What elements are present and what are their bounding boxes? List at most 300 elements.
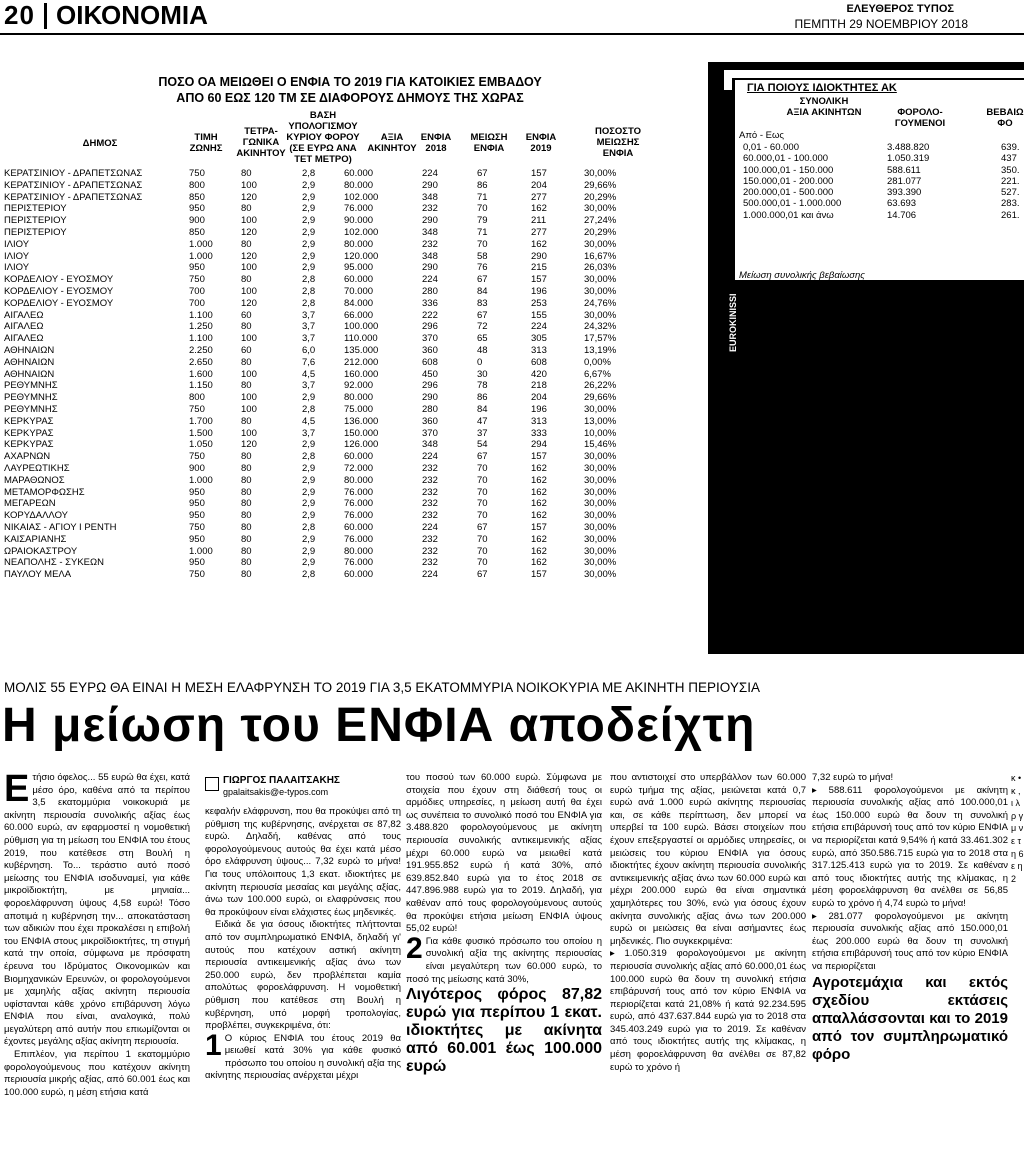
header-rule — [0, 33, 1024, 35]
table-cell: 232 — [422, 510, 438, 522]
table-cell: 950 — [189, 533, 205, 545]
table-cell: 2,9 — [302, 215, 316, 227]
table-cell: ΑΘΗΝΑΙΩΝ — [4, 356, 55, 368]
table-cell: 71 — [477, 191, 488, 203]
panel-cell: 437 — [1001, 153, 1017, 165]
table-cell: 224 — [422, 569, 438, 581]
table-cell: 100 — [241, 333, 257, 345]
table-cell: 800 — [189, 392, 205, 404]
table-cell: 70 — [477, 462, 488, 474]
table-cell: 290 — [422, 392, 438, 404]
table-cell: ΚΟΡΔΕΛΙΟΥ - ΕΥΟΣΜΟΥ — [4, 274, 114, 286]
table-cell: 2,8 — [302, 521, 316, 533]
table-cell: 48 — [477, 344, 488, 356]
table-cell: 277 — [531, 191, 547, 203]
panel-cell: 150.000,01 - 200.000 — [743, 175, 834, 187]
table-cell: 80 — [241, 380, 252, 392]
table-cell: 3,7 — [302, 309, 316, 321]
table-cell: 30,00% — [584, 533, 617, 545]
page-number: 20 — [4, 0, 35, 30]
enfia-table-body — [4, 168, 694, 581]
table-cell: 80.000 — [344, 238, 374, 250]
table-cell: 26,03% — [584, 262, 617, 274]
table-cell: 67 — [477, 168, 488, 179]
table-cell: 60.000 — [344, 274, 374, 286]
table-cell: ΡΕΘΥΜΝΗΣ — [4, 380, 58, 392]
table-cell: 80 — [241, 321, 252, 333]
table-cell: 4,5 — [302, 368, 316, 380]
table-cell: 1.600 — [189, 368, 213, 380]
table-row — [4, 251, 694, 263]
table-cell: 67 — [477, 309, 488, 321]
table-cell: ΡΕΘΥΜΝΗΣ — [4, 403, 58, 415]
table-cell: 750 — [189, 168, 205, 179]
table-cell: 76.000 — [344, 498, 374, 510]
table-cell: ΚΕΡΚΥΡΑΣ — [4, 439, 54, 451]
table-cell: 110.000 — [344, 333, 378, 345]
table-cell: 160.000 — [344, 368, 379, 380]
panel-cell: 60.000,01 - 100.000 — [743, 153, 829, 165]
table-cell: 76.000 — [344, 203, 374, 215]
table-cell: 1.100 — [189, 309, 213, 321]
table-cell: 162 — [531, 462, 547, 474]
table-cell: 30,00% — [584, 203, 617, 215]
table-cell: 2,8 — [302, 297, 316, 309]
table-row — [4, 380, 694, 392]
table-cell: 950 — [189, 498, 205, 510]
table-row — [4, 215, 694, 227]
table-cell: 6,67% — [584, 368, 611, 380]
table-cell: 27,24% — [584, 215, 617, 227]
header-base: ΒΑΣΗ ΥΠΟΛΟΓΙΣΜΟΥ ΚΥΡΙΟΥ ΦΟΡΟΥ (ΣΕ ΕΥΡΩ ΑΝΑ ΤΕΤ ΜΕΤΡΟ) — [286, 110, 360, 165]
panel-cell: 393.390 — [887, 187, 922, 199]
author-email[interactable]: gpalaitsakis@e-typos.com — [223, 787, 329, 797]
table-cell: 70 — [477, 474, 488, 486]
list-number-2: 2 — [406, 931, 423, 965]
table-cell: 162 — [531, 557, 547, 569]
table-cell: 162 — [531, 533, 547, 545]
author-byline — [205, 775, 401, 803]
header-enfia-2018: ΕΝΦΙΑ 2018 — [420, 132, 452, 154]
table-cell: 296 — [422, 321, 438, 333]
table-cell: 83 — [477, 297, 488, 309]
table-cell: 76.000 — [344, 533, 374, 545]
panel-cell: 500.000,01 - 1.000.000 — [743, 198, 842, 210]
table-cell: 157 — [531, 521, 547, 533]
table-row — [4, 369, 694, 381]
table-cell: 80 — [241, 533, 252, 545]
table-cell: 80 — [241, 451, 252, 463]
panel-cell: 639. — [1001, 142, 1020, 153]
header-rate: ΠΟΣΟΣΤΟ ΜΕΙΩΣΗΣ ΕΝΦΙΑ — [594, 126, 642, 159]
table-cell: 1.000 — [189, 250, 213, 262]
table-cell: 800 — [189, 179, 205, 191]
panel-cell: 63.693 — [887, 198, 917, 210]
table-cell: 79 — [477, 215, 488, 227]
table-cell: 30 — [477, 368, 488, 380]
table-row — [4, 475, 694, 487]
table-cell: 70 — [477, 557, 488, 569]
table-cell: 157 — [531, 168, 547, 179]
table-cell: 84.000 — [344, 297, 374, 309]
table-cell: 162 — [531, 498, 547, 510]
table-cell: 70 — [477, 238, 488, 250]
table-cell: 24,32% — [584, 321, 617, 333]
table-cell: 155 — [531, 309, 547, 321]
table-cell: 80 — [241, 415, 252, 427]
table-cell: 60.000 — [344, 521, 374, 533]
table-cell: ΠΕΡΙΣΤΕΡΙΟΥ — [4, 226, 67, 238]
table-cell: 60.000 — [344, 451, 374, 463]
table-cell: 294 — [531, 439, 547, 451]
table-cell: 196 — [531, 403, 547, 415]
table-cell: 67 — [477, 274, 488, 286]
table-cell: 2,8 — [302, 274, 316, 286]
section-title: ΟΙΚΟΝΟΜΙΑ — [56, 0, 208, 30]
table-cell: 29,66% — [584, 392, 617, 404]
table-cell: 290 — [531, 250, 547, 262]
table-cell: ΚΕΡΑΤΣΙΝΙΟΥ - ΔΡΑΠΕΤΣΩΝΑΣ — [4, 168, 143, 179]
panel-header-total: ΣΥΝΟΛΙΚΗ ΑΞΙΑ ΑΚΙΝΗΤΩΝ — [786, 96, 862, 118]
table-cell: 196 — [531, 285, 547, 297]
panel-row — [739, 176, 1024, 187]
table-cell: 2,9 — [302, 498, 316, 510]
table-cell: 204 — [531, 392, 547, 404]
table-cell: ΡΕΘΥΜΝΗΣ — [4, 392, 58, 404]
drop-cap: Ε — [4, 772, 30, 810]
pull-quote-2: Αγροτεμάχια και εκτός σχεδίου εκτάσεις απαλλάσσονται και το 2019 από τον συμπληρωματικό φόρο — [812, 973, 1008, 1063]
table-cell: 37 — [477, 427, 488, 439]
table-cell: 2,9 — [302, 557, 316, 569]
table-cell: 212.000 — [344, 356, 379, 368]
table-cell: 370 — [422, 427, 438, 439]
table-cell: 67 — [477, 569, 488, 581]
table-cell: 30,00% — [584, 462, 617, 474]
table-cell: 157 — [531, 451, 547, 463]
table-row — [4, 487, 694, 499]
table-cell: 162 — [531, 203, 547, 215]
table-cell: 3,7 — [302, 321, 316, 333]
table-cell: 70 — [477, 203, 488, 215]
table-cell: 76.000 — [344, 557, 374, 569]
table-cell: 2,9 — [302, 226, 316, 238]
table-cell: 60 — [241, 309, 252, 321]
table-cell: 280 — [422, 285, 438, 297]
table-cell: 950 — [189, 557, 205, 569]
table-cell: 70 — [477, 486, 488, 498]
article-column-1: Ετήσιο όφελος... 55 ευρώ θα έχει, κατά μέσο όρο, καθένα από τα περίπου 3,5 εκατομμύρια νοικοκυριά με ακίνητη περιουσία συνολικής αξίας έως 60.000 ευρώ, αν εφαρμοστεί η νομοθετική ρύθμιση για τη μείωση του ΕΝΦΙΑ του έτους 2019, που κατέθεσε στη Βουλή η κυβέρνηση. Το... τεράστιο αυτό ποσό μείωσης του ΕΝΦΙΑ ισοδυναμεί, για κάθε μικροϊδιοκτήτη, με μηνιαία... φοροελάφρυνση ύψους 4,58 ευρώ! Τόσο αποτιμά η κυβέρνηση την... αποκατάσταση των αδικιών που έχει προκαλέσει η επιβολή του ΕΝΦΙΑ στους μικροϊδιοκτήτες, τη στιγμή κατά την οποία, σύμφωνα με πρόσφατη έρευνα του Ιδρύματος Οικονομικών και Βιομηχανικών Ερευνών, οι φορολογούμενοι με χαμηλής αξίας ακίνητη περιουσία υφίστανται κάθε χρόνο επιβάρυνση λόγω ΕΝΦΙΑ που είναι, αναλογικά, πολύ μεγαλύτερη από αυτήν που επιωμίζονται οι έχοντες μεγάλης αξίας ακίνητη περιουσία. Επιπλέον, για περίπου 1 εκατομμύριο φορολογούμενους που κατέχουν ακίνητη περιουσία μικρής αξίας, από 60.001 έως και 100.000 ευρώ, η μέση ετήσια κατά — [4, 772, 190, 1098]
panel-header-range: Από - Εως — [739, 130, 784, 141]
table-cell: 80 — [241, 510, 252, 522]
table-cell: 30,00% — [584, 486, 617, 498]
table-row — [4, 439, 694, 451]
table-cell: 30,00% — [584, 274, 617, 286]
header-value: ΑΞΙΑ ΑΚΙΝΗΤΟΥ — [367, 132, 417, 154]
table-cell: 2,9 — [302, 533, 316, 545]
table-cell: 17,57% — [584, 333, 617, 345]
table-cell: 75.000 — [344, 403, 374, 415]
table-cell: 2,9 — [302, 462, 316, 474]
table-cell: ΑΘΗΝΑΙΩΝ — [4, 344, 55, 356]
table-cell: 2,9 — [302, 191, 316, 203]
panel-row — [739, 198, 1024, 209]
table-cell: 95.000 — [344, 262, 374, 274]
table-row — [4, 168, 694, 180]
table-cell: 4,5 — [302, 415, 316, 427]
table-cell: 157 — [531, 274, 547, 286]
table-cell: ΙΛΙΟΥ — [4, 250, 30, 262]
table-cell: 47 — [477, 415, 488, 427]
table-cell: 232 — [422, 462, 438, 474]
table-cell: 20,29% — [584, 226, 617, 238]
table-cell: 92.000 — [344, 380, 374, 392]
panel-cell: 14.706 — [887, 209, 917, 221]
table-row — [4, 180, 694, 192]
table-cell: 2,8 — [302, 569, 316, 581]
table-cell: 76.000 — [344, 510, 374, 522]
panel-note: Μείωση συνολικής βεβαίωσης — [739, 270, 865, 280]
header-divider — [44, 3, 47, 29]
table-cell: 100 — [241, 403, 257, 415]
table-cell: ΩΡΑΙΟΚΑΣΤΡΟΥ — [4, 545, 78, 557]
table-cell: 13,19% — [584, 344, 617, 356]
table-cell: ΑΘΗΝΑΙΩΝ — [4, 368, 55, 380]
table-cell: 850 — [189, 226, 205, 238]
list-number-1: 1 — [205, 1028, 222, 1062]
table-cell: 76 — [477, 262, 488, 274]
table-row — [4, 333, 694, 345]
table-cell: 2.650 — [189, 356, 213, 368]
panel-cell: 261. — [1001, 209, 1020, 221]
table-cell: ΚΕΡΚΥΡΑΣ — [4, 427, 54, 439]
table-cell: 608 — [531, 356, 547, 368]
table-cell: 30,00% — [584, 545, 617, 557]
table-row — [4, 203, 694, 215]
table-cell: 232 — [422, 486, 438, 498]
table-cell: 348 — [422, 439, 438, 451]
panel-cell: 281.077 — [887, 175, 922, 187]
table-row — [4, 569, 694, 581]
table-cell: 608 — [422, 356, 438, 368]
table-cell: 222 — [422, 309, 438, 321]
table-cell: 0,00% — [584, 356, 611, 368]
table-cell: 224 — [422, 274, 438, 286]
header-municipality: ΔΗΜΟΣ — [82, 138, 118, 149]
table-row — [4, 498, 694, 510]
table-cell: 2,9 — [302, 545, 316, 557]
table-cell: ΙΛΙΟΥ — [4, 262, 30, 274]
table-cell: ΠΑΥΛΟΥ ΜΕΛΑ — [4, 569, 72, 581]
table-cell: 30,00% — [584, 238, 617, 250]
table-cell: 211 — [531, 215, 547, 227]
panel-cell: 1.000.000,01 και άνω — [743, 209, 834, 221]
table-cell: 2,9 — [302, 486, 316, 498]
table-cell: 1.000 — [189, 474, 213, 486]
table-cell: 100 — [241, 215, 257, 227]
table-cell: 232 — [422, 238, 438, 250]
table-cell: 86 — [477, 179, 488, 191]
table-row — [4, 463, 694, 475]
table-cell: ΜΕΓΑΡΕΩΝ — [4, 498, 56, 510]
table-cell: 126.000 — [344, 439, 379, 451]
table-row — [4, 392, 694, 404]
table-cell: 232 — [422, 557, 438, 569]
table-cell: 2,9 — [302, 250, 316, 262]
owners-panel — [735, 80, 1024, 280]
panel-cell: 3.488.820 — [887, 142, 930, 153]
table-cell: 950 — [189, 486, 205, 498]
table-cell: 30,00% — [584, 521, 617, 533]
frame-corner — [724, 70, 732, 90]
table-cell: 100 — [241, 427, 257, 439]
table-cell: ΙΛΙΟΥ — [4, 238, 30, 250]
table-cell: 290 — [422, 215, 438, 227]
panel-cell: 588.611 — [887, 164, 921, 176]
table-cell: 80.000 — [344, 545, 374, 557]
table-cell: 80 — [241, 569, 252, 581]
table-cell: 80 — [241, 521, 252, 533]
table-cell: ΑΙΓΑΛΕΩ — [4, 333, 44, 345]
panel-cell: 0,01 - 60.000 — [743, 142, 799, 153]
table-cell: ΚΑΙΣΑΡΙΑΝΗΣ — [4, 533, 67, 545]
table-cell: ΠΕΡΙΣΤΕΡΙΟΥ — [4, 203, 67, 215]
table-cell: 70 — [477, 498, 488, 510]
issue-date: ΠΕΜΠΤΗ 29 ΝΟΕΜΒΡΙΟΥ 2018 — [794, 17, 968, 31]
table-cell: 2,8 — [302, 168, 316, 179]
newspaper-name: ΕΛΕΥΘΕΡΟΣ ΤΥΠΟΣ — [846, 3, 954, 15]
table-cell: 313 — [531, 415, 547, 427]
table-cell: 204 — [531, 179, 547, 191]
table-cell: 100.000 — [344, 321, 379, 333]
table-cell: 80 — [241, 168, 252, 179]
header-sqm: ΤΕΤΡΑ- ΓΩΝΙΚΑ ΑΚΙΝΗΤΟΥ — [236, 126, 286, 159]
table-cell: 333 — [531, 427, 547, 439]
table-cell: 162 — [531, 238, 547, 250]
table-cell: 2,9 — [302, 203, 316, 215]
table-cell: 120 — [241, 439, 257, 451]
table-row — [4, 416, 694, 428]
table-cell: 305 — [531, 333, 547, 345]
panel-row — [739, 210, 1024, 221]
table-cell: 253 — [531, 297, 547, 309]
table-cell: 215 — [531, 262, 547, 274]
table-cell: 13,00% — [584, 415, 617, 427]
table-cell: 30,00% — [584, 309, 617, 321]
article-column-3: του ποσού των 60.000 ευρώ. Σύμφωνα με στοιχεία που έχουν στη διάθεσή τους οι αρμόδιες υπηρεσίες, η μείωση αυτή θα έχει ως συνέπεια το συνολικό ποσό του ΕΝΦΙΑ για 3.488.820 φορολογούμενους με ακίνητη περιουσία συνολικής αντικειμενικής αξίας μέχρι 60.000 ευρώ να μειωθεί κατά 191.955.852 ευρώ ή κατά 30%, από 639.852.840 ευρώ για το έτος 2018 σε 447.896.988 ευρώ για το 2019. Δηλαδή, για καθέναν από τους φορολογούμενους αυτούς θα προκύψει ετήσια μείωση ΕΝΦΙΑ ύψους 55,02 ευρώ! 2 Για κάθε φυσικό πρόσωπο του οποίου η συνολική αξία της ακίνητης περιουσίας είναι μεγαλύτερη των 60.000 ευρώ, το ποσό της μείωσης κατά 30%, Λιγότερος φόρος 87,82 ευρώ για περίπου 1 εκατ. ιδιοκτήτες με ακίνητα από 60.001 έως 100.000 ευρώ — [406, 772, 602, 1076]
panel-row — [739, 153, 1024, 164]
table-cell: 80 — [241, 238, 252, 250]
table-cell: 80 — [241, 274, 252, 286]
table-cell: 135.000 — [344, 344, 379, 356]
table-cell: 348 — [422, 226, 438, 238]
table-cell: 162 — [531, 486, 547, 498]
supertitle: ΜΟΛΙΣ 55 ΕΥΡΩ ΘΑ ΕΙΝΑΙ Η ΜΕΣΗ ΕΛΑΦΡΥΝΣΗ ΤΟ 2019 ΓΙΑ 3,5 ΕΚΑΤΟΜΜΥΡΙΑ ΝΟΙΚΟΚΥΡΙΑ ΜΕ ΑΚΙΝΗΤΗ ΠΕΡΙΟΥΣΙΑ — [4, 680, 760, 695]
table-cell: 80.000 — [344, 392, 374, 404]
table-cell: 1.050 — [189, 439, 213, 451]
table-cell: 120.000 — [344, 250, 379, 262]
table-cell: 15,46% — [584, 439, 617, 451]
table-cell: ΛΑΥΡΕΩΤΙΚΗΣ — [4, 462, 70, 474]
table-cell: 232 — [422, 203, 438, 215]
table-cell: ΚΕΡΚΥΡΑΣ — [4, 415, 54, 427]
page-header — [0, 0, 1024, 34]
table-cell: 1.500 — [189, 427, 213, 439]
table-cell: 72 — [477, 321, 488, 333]
table-cell: 360 — [422, 415, 438, 427]
table-cell: 232 — [422, 498, 438, 510]
table-cell: 90.000 — [344, 215, 374, 227]
next-column-edge: κ • κ , ι λ ρ γ μ ν ε τ η 6 ε η 2 — [1011, 773, 1024, 884]
table-cell: 84 — [477, 285, 488, 297]
table-cell: 120 — [241, 297, 257, 309]
header-enfia-2019: ΕΝΦΙΑ 2019 — [525, 132, 557, 154]
table-cell: 60 — [241, 344, 252, 356]
header-zone: ΤΙΜΗ ΖΩΝΗΣ — [189, 132, 223, 154]
table-cell: 348 — [422, 191, 438, 203]
table-cell: 71 — [477, 226, 488, 238]
table-row — [4, 428, 694, 440]
table-cell: 2,9 — [302, 474, 316, 486]
table-cell: 1.000 — [189, 238, 213, 250]
table-cell: 290 — [422, 179, 438, 191]
table-cell: ΜΕΤΑΜΟΡΦΩΣΗΣ — [4, 486, 85, 498]
table-cell: ΑΧΑΡΝΩΝ — [4, 451, 51, 463]
table-cell: 2,9 — [302, 238, 316, 250]
table-row — [4, 321, 694, 333]
table-cell: 16,67% — [584, 250, 617, 262]
table-cell: 10,00% — [584, 427, 617, 439]
table-cell: 162 — [531, 474, 547, 486]
table-cell: ΝΙΚΑΙΑΣ - ΑΓΙΟΥ Ι ΡΕΝΤΗ — [4, 521, 117, 533]
table-cell: ΚΟΡΔΕΛΙΟΥ - ΕΥΟΣΜΟΥ — [4, 285, 114, 297]
table-row — [4, 298, 694, 310]
table-cell: 66.000 — [344, 309, 374, 321]
table-cell: 80 — [241, 557, 252, 569]
table-cell: 30,00% — [584, 498, 617, 510]
table-cell: 26,22% — [584, 380, 617, 392]
table-cell: 24,76% — [584, 297, 617, 309]
panel-header-burden: ΒΕΒΑΙΩ ΦΟ — [986, 107, 1024, 129]
table-cell: 420 — [531, 368, 547, 380]
table-cell: 700 — [189, 297, 205, 309]
table-cell: 1.150 — [189, 380, 213, 392]
table-cell: 2,8 — [302, 451, 316, 463]
table-cell: 67 — [477, 521, 488, 533]
table-cell: 224 — [422, 451, 438, 463]
table-cell: 80.000 — [344, 179, 374, 191]
table-cell: 348 — [422, 250, 438, 262]
table-cell: 30,00% — [584, 168, 617, 179]
table-cell: 65 — [477, 333, 488, 345]
table-cell: 1.700 — [189, 415, 213, 427]
table-cell: 450 — [422, 368, 438, 380]
table-row — [4, 192, 694, 204]
table-cell: ΠΕΡΙΣΤΕΡΙΟΥ — [4, 215, 67, 227]
table-cell: 224 — [422, 521, 438, 533]
table-cell: 102.000 — [344, 226, 379, 238]
table-cell: 900 — [189, 462, 205, 474]
photo-credit: EUROKINISSI — [728, 293, 738, 352]
table-cell: 296 — [422, 380, 438, 392]
table-cell: 30,00% — [584, 510, 617, 522]
panel-cell: 527. — [1001, 187, 1020, 199]
table-row — [4, 404, 694, 416]
table-cell: 84 — [477, 403, 488, 415]
table-row — [4, 510, 694, 522]
table-cell: 100 — [241, 179, 257, 191]
table-cell: 54 — [477, 439, 488, 451]
table-cell: 30,00% — [584, 403, 617, 415]
